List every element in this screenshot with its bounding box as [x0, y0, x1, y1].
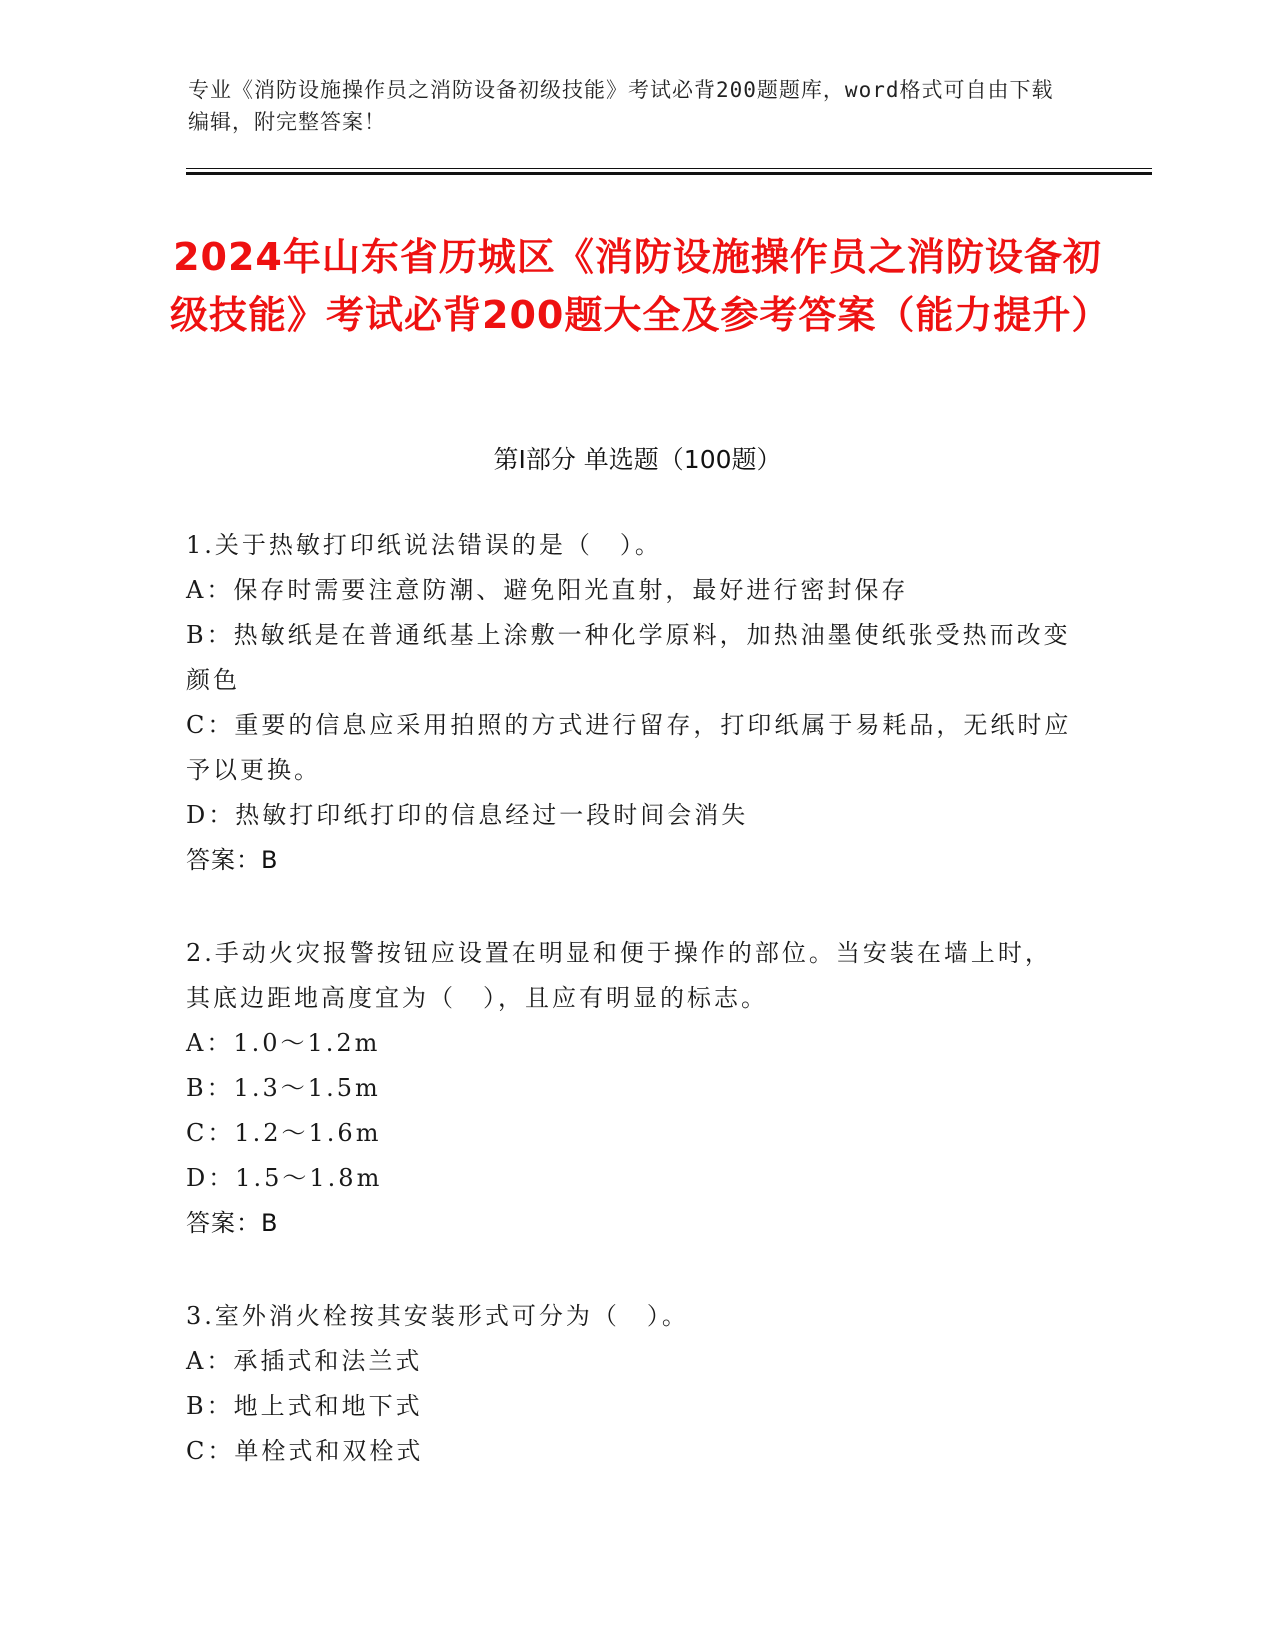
option-b: B：1.3～1.5m	[186, 1074, 381, 1102]
question-2	[186, 931, 1076, 1246]
answer: 答案：B	[186, 846, 279, 874]
header-rule-thin	[186, 168, 1152, 169]
question-stem: 3.室外消火栓按其安装形式可分为（ ）。	[186, 1302, 689, 1330]
option-d: D：热敏打印纸打印的信息经过一段时间会消失	[186, 801, 749, 829]
option-d: D：1.5～1.8m	[186, 1164, 383, 1192]
question-1	[186, 523, 1076, 883]
question-stem: 1.关于热敏打印纸说法错误的是（ ）。	[186, 531, 662, 559]
option-a: A：承插式和法兰式	[186, 1347, 423, 1375]
option-c: C：单栓式和双栓式	[186, 1437, 424, 1465]
answer: 答案：B	[186, 1209, 279, 1237]
section-title: 第I部分 单选题（100题）	[493, 445, 782, 474]
option-b: B：热敏纸是在普通纸基上涂敷一种化学原料，加热油墨使纸张受热而改变颜色	[186, 621, 1071, 694]
option-b: B：地上式和地下式	[186, 1392, 423, 1420]
option-c: C：1.2～1.6m	[186, 1119, 382, 1147]
question-list	[186, 523, 1076, 1522]
document-title: 2024年山东省历城区《消防设施操作员之消防设备初级技能》考试必背200题大全及参考答案（能力提升）	[170, 235, 1111, 337]
option-a: A：保存时需要注意防潮、避免阳光直射，最好进行密封保存	[186, 576, 909, 604]
header-note: 专业《消防设施操作员之消防设备初级技能》考试必背200题题库，word格式可自由下载编辑，附完整答案！	[188, 78, 1054, 134]
option-a: A：1.0～1.2m	[186, 1029, 381, 1057]
header-rule-thick	[186, 172, 1152, 175]
question-stem: 2.手动火灾报警按钮应设置在明显和便于操作的部位。当安装在墙上时，其底边距地高度宜为（ ），且应有明显的标志。	[186, 939, 1052, 1012]
option-c: C：重要的信息应采用拍照的方式进行留存，打印纸属于易耗品，无纸时应予以更换。	[186, 711, 1072, 784]
question-3	[186, 1294, 1076, 1474]
